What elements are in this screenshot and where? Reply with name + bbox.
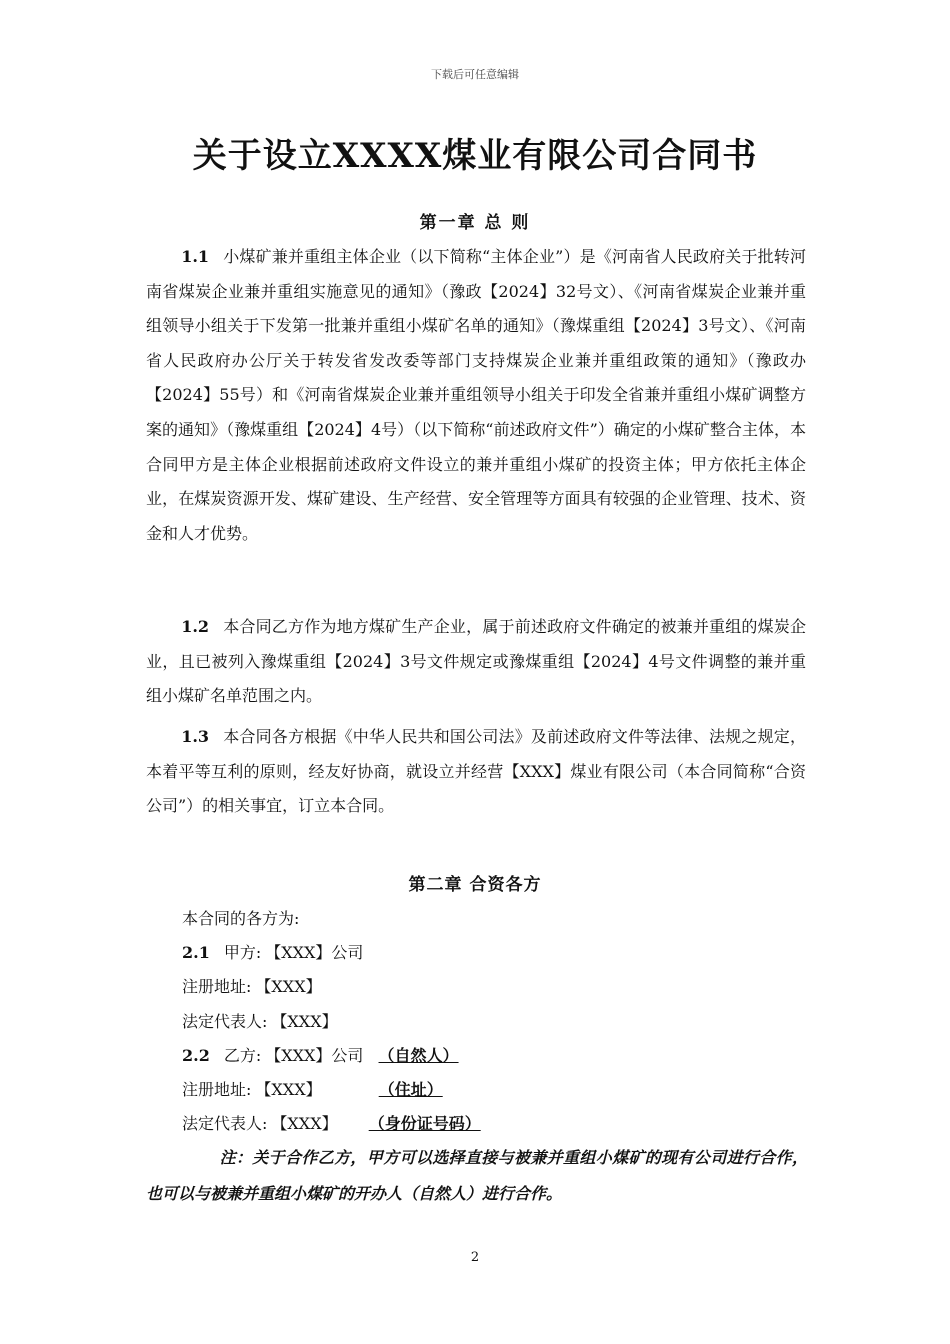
address-value: 【XXX】 (255, 977, 322, 996)
clause-number: 1.2 (181, 617, 210, 636)
document-title: 关于设立XXXX煤业有限公司合同书 (192, 136, 758, 176)
clause-number: 1.3 (181, 727, 210, 746)
id-number-alt: （身份证号码） (368, 1114, 481, 1133)
clause-text: 本合同乙方作为地方煤矿生产企业，属于前述政府文件确定的被兼并重组的煤炭企业，且已被列入豫煤重组【2024】3号文件规定或豫煤重组【2024】4号文件调整的兼并重组小煤矿名单范围之内。 (146, 617, 806, 706)
address-label: 注册地址: (182, 1080, 252, 1099)
rep-value: 【XXX】 (271, 1114, 338, 1133)
address-label: 注册地址: (182, 977, 252, 996)
chapter-2-heading: 第二章 合资各方 (408, 875, 542, 895)
paragraph-1-3 (146, 720, 806, 824)
address-value: 【XXX】 (255, 1080, 322, 1099)
rep-value: 【XXX】 (271, 1012, 338, 1031)
party-b-value: 【XXX】公司 (265, 1046, 364, 1065)
party-a-address-line (182, 974, 322, 997)
clause-text: 小煤矿兼并重组主体企业（以下简称“主体企业”）是《河南省人民政府关于批转河南省煤炭企业兼并重组实施意见的通知》（豫政【2024】32号文）、《河南省煤炭企业兼并重组领导小组关于下发第一批兼并重组小煤矿名单的通知》（豫煤重组【2024】3号文）、《河南省人民政府办公厅关于转发省发改委等部门支持煤炭企业兼并重组政策的通知》（豫政办【2024】55号）和《河南省煤炭企业兼并重组领导小组关于印发全省兼并重组小煤矿调整方案的通知》（豫煤重组【2024】4号）（以下简称“前述政府文件”）确定的小煤矿整合主体，本合同甲方是主体企业根据前述政府文件设立的兼并重组小煤矿的投资主体；甲方依托主体企业，在煤炭资源开发、煤矿建设、生产经营、安全管理等方面具有较强的企业管理、技术、资金和人才优势。 (146, 247, 806, 543)
page-number: 2 (470, 1250, 480, 1265)
rep-label: 法定代表人: (182, 1012, 268, 1031)
party-b-address-line (182, 1077, 443, 1100)
clause-number: 1.1 (181, 247, 210, 266)
party-b-line (182, 1043, 459, 1066)
clause-number: 2.2 (182, 1046, 210, 1065)
header-note: 下载后可任意编辑 (431, 68, 519, 81)
chapter-1-heading: 第一章 总 则 (419, 213, 531, 233)
party-b-label: 乙方: (223, 1046, 262, 1065)
clause-number: 2.1 (182, 943, 210, 962)
parties-intro: 本合同的各方为: (182, 909, 300, 928)
party-b-alt: （自然人） (378, 1046, 459, 1065)
party-a-label: 甲方: (223, 943, 262, 962)
party-a-line (182, 940, 363, 963)
note-paragraph: 注：关于合作乙方，甲方可以选择直接与被兼并重组小煤矿的现有公司进行合作，也可以与被兼并重组小煤矿的开办人（自然人）进行合作。 (146, 1148, 808, 1203)
address-alt: （住址） (378, 1080, 443, 1099)
party-a-rep-line (182, 1009, 338, 1032)
party-b-rep-line (182, 1111, 481, 1134)
rep-label: 法定代表人: (182, 1114, 268, 1133)
party-a-value: 【XXX】公司 (265, 943, 364, 962)
paragraph-1-2 (146, 610, 806, 714)
clause-text: 本合同各方根据《中华人民共和国公司法》及前述政府文件等法律、法规之规定，本着平等互利的原则，经友好协商，就设立并经营【XXX】煤业有限公司（本合同简称“合资公司”）的相关事宜，订立本合同。 (146, 727, 806, 816)
paragraph-1-1 (146, 240, 806, 551)
